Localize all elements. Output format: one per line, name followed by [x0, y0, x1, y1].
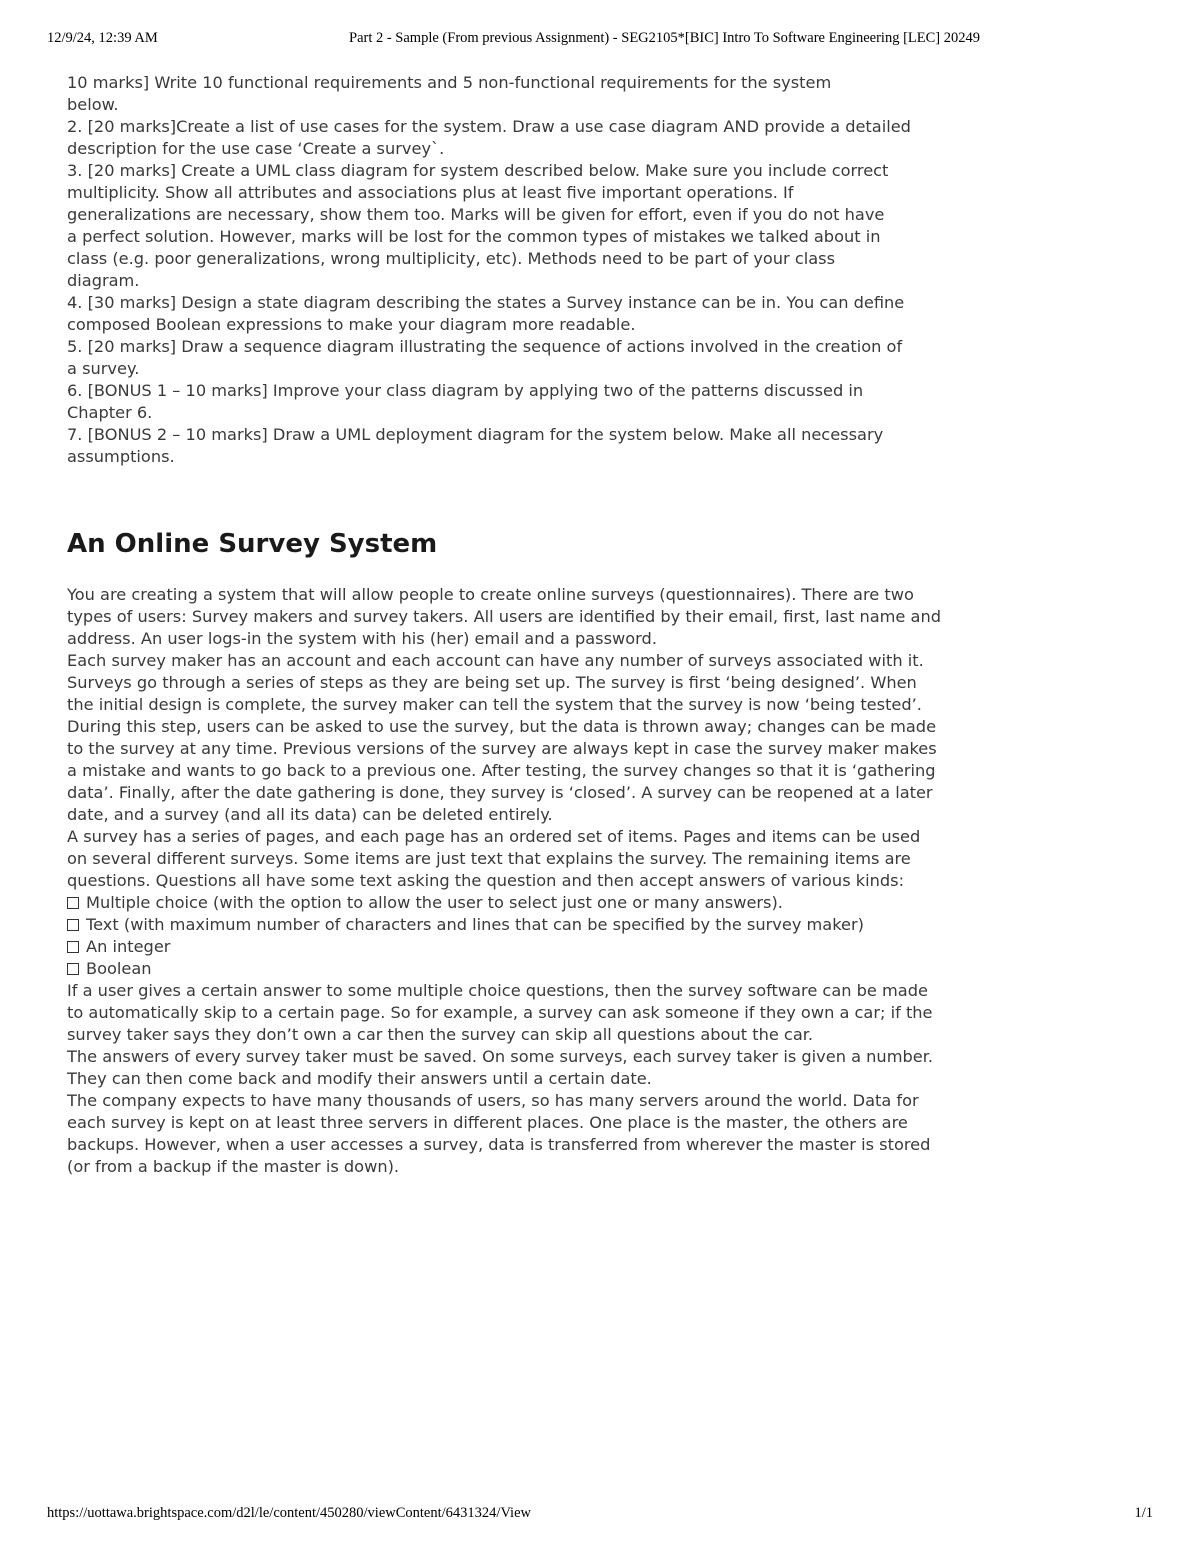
description-line: Surveys go through a series of steps as they are being set up. The survey is first ‘being designed’. When — [67, 673, 917, 692]
answer-kind-label: Boolean — [86, 959, 152, 978]
page-content — [67, 72, 1047, 1178]
checkbox-icon — [67, 897, 79, 909]
checkbox-icon — [67, 941, 79, 953]
description-line: data’. Finally, after the date gathering is done, they survey is ‘closed’. A survey can be reopened at a later — [67, 783, 933, 802]
print-date: 12/9/24, 12:39 AM — [47, 30, 158, 46]
answer-kind-item — [67, 958, 1047, 980]
description-line: survey taker says they don’t own a car then the survey can skip all questions about the car. — [67, 1025, 814, 1044]
description-line: date, and a survey (and all its data) can be deleted entirely. — [67, 805, 553, 824]
task-item — [67, 292, 1047, 336]
assignment-task-list — [67, 72, 1047, 468]
task-line: 7. [BONUS 2 – 10 marks] Draw a UML deployment diagram for the system below. Make all necessary — [67, 425, 884, 444]
task-line: a perfect solution. However, marks will be lost for the common types of mistakes we talked about in — [67, 227, 881, 246]
task-line: below. — [67, 95, 119, 114]
system-description — [67, 584, 1047, 1178]
page-number: 1/1 — [1134, 1505, 1153, 1521]
answer-kind-label: An integer — [86, 937, 171, 956]
description-line: A survey has a series of pages, and each page has an ordered set of items. Pages and items can be used — [67, 827, 921, 846]
task-item — [67, 160, 1047, 292]
task-line: Chapter 6. — [67, 403, 153, 422]
description-line: the initial design is complete, the survey maker can tell the system that the survey is now ‘being tested’. — [67, 695, 922, 714]
answer-kind-item — [67, 892, 1047, 914]
description-line: backups. However, when a user accesses a survey, data is transferred from wherever the master is stored — [67, 1135, 931, 1154]
task-line: 2. [20 marks]Create a list of use cases for the system. Draw a use case diagram AND provide a detailed — [67, 117, 911, 136]
print-footer — [47, 1505, 1153, 1525]
description-line: address. An user logs-in the system with his (her) email and a password. — [67, 629, 657, 648]
print-header — [47, 30, 1153, 50]
print-page-title: Part 2 - Sample (From previous Assignment) - SEG2105*[BIC] Intro To Software Engineering [LEC] 20249 — [349, 30, 980, 46]
task-item — [67, 336, 1047, 380]
description-line: During this step, users can be asked to use the survey, but the data is thrown away; changes can be made — [67, 717, 937, 736]
answer-kind-label: Multiple choice (with the option to allow the user to select just one or many answers). — [86, 893, 783, 912]
task-line: 4. [30 marks] Design a state diagram describing the states a Survey instance can be in. You can define — [67, 293, 905, 312]
description-line: The company expects to have many thousands of users, so has many servers around the world. Data for — [67, 1091, 919, 1110]
description-line: Each survey maker has an account and each account can have any number of surveys associated with it. — [67, 651, 924, 670]
checkbox-icon — [67, 963, 79, 975]
description-line: If a user gives a certain answer to some multiple choice questions, then the survey software can be made — [67, 981, 928, 1000]
task-line: 3. [20 marks] Create a UML class diagram for system described below. Make sure you include correct — [67, 161, 889, 180]
task-line: 10 marks] Write 10 functional requirements and 5 non-functional requirements for the system — [67, 73, 832, 92]
description-line: questions. Questions all have some text asking the question and then accept answers of various kinds: — [67, 871, 905, 890]
task-line: class (e.g. poor generalizations, wrong multiplicity, etc). Methods need to be part of your class — [67, 249, 836, 268]
task-line: 6. [BONUS 1 – 10 marks] Improve your class diagram by applying two of the patterns discussed in — [67, 381, 864, 400]
task-line: generalizations are necessary, show them too. Marks will be given for effort, even if you do not have — [67, 205, 885, 224]
page-url: https://uottawa.brightspace.com/d2l/le/content/450280/viewContent/6431324/View — [47, 1505, 531, 1521]
description-line: to the survey at any time. Previous versions of the survey are always kept in case the survey maker makes — [67, 739, 937, 758]
task-item — [67, 380, 1047, 424]
task-item — [67, 424, 1047, 468]
task-line: 5. [20 marks] Draw a sequence diagram illustrating the sequence of actions involved in the creation of — [67, 337, 903, 356]
description-line: The answers of every survey taker must be saved. On some surveys, each survey taker is given a number. — [67, 1047, 934, 1066]
description-line: a mistake and wants to go back to a previous one. After testing, the survey changes so that it is ‘gathering — [67, 761, 936, 780]
answer-kind-item — [67, 936, 1047, 958]
task-line: diagram. — [67, 271, 140, 290]
description-line: They can then come back and modify their answers until a certain date. — [67, 1069, 652, 1088]
task-line: assumptions. — [67, 447, 175, 466]
task-line: composed Boolean expressions to make your diagram more readable. — [67, 315, 636, 334]
task-line: multiplicity. Show all attributes and associations plus at least five important operations. If — [67, 183, 794, 202]
description-line: types of users: Survey makers and survey takers. All users are identified by their email, first, last name and — [67, 607, 941, 626]
answer-kind-item — [67, 914, 1047, 936]
answer-kind-label: Text (with maximum number of characters and lines that can be specified by the survey maker) — [86, 915, 864, 934]
description-line: each survey is kept on at least three servers in different places. One place is the master, the others are — [67, 1113, 908, 1132]
description-line: on several different surveys. Some items are just text that explains the survey. The remaining items are — [67, 849, 911, 868]
task-line: a survey. — [67, 359, 140, 378]
task-item — [67, 116, 1047, 160]
description-line: (or from a backup if the master is down). — [67, 1157, 400, 1176]
task-item — [67, 72, 1047, 116]
task-line: description for the use case ‘Create a survey`. — [67, 139, 445, 158]
section-heading: An Online Survey System — [67, 529, 438, 559]
checkbox-icon — [67, 919, 79, 931]
description-line: You are creating a system that will allow people to create online surveys (questionnaires). There are two — [67, 585, 914, 604]
description-line: to automatically skip to a certain page. So for example, a survey can ask someone if they own a car; if the — [67, 1003, 933, 1022]
